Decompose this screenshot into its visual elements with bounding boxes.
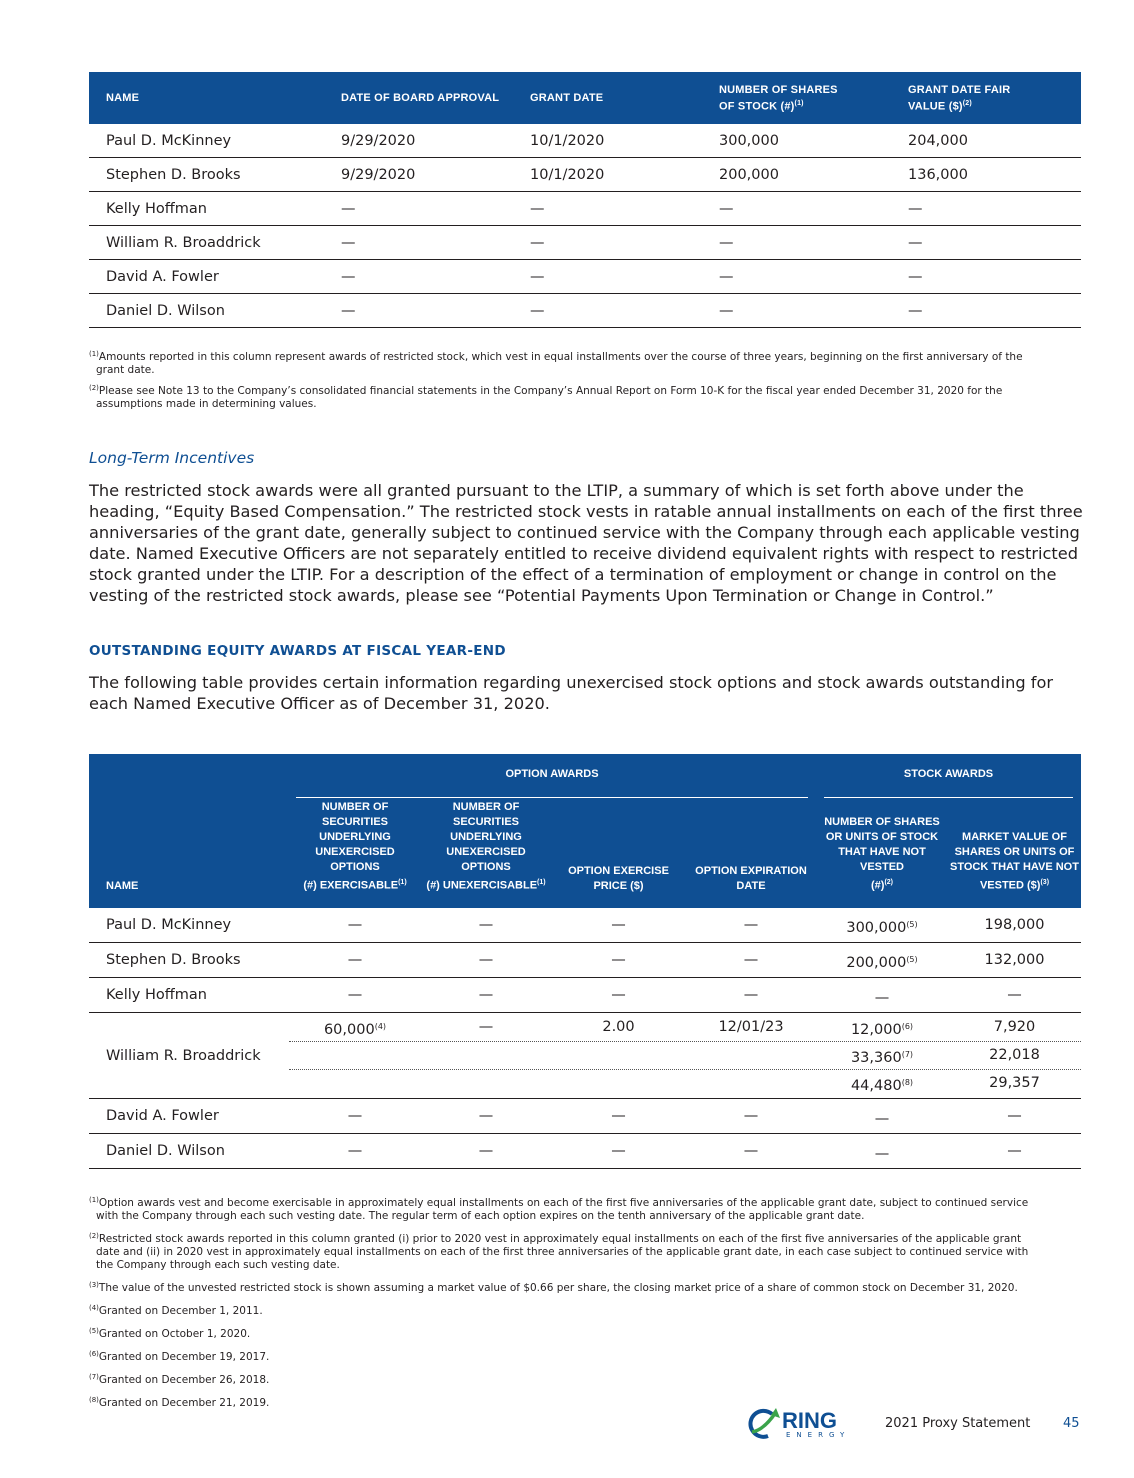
col-name-header: NAME — [106, 92, 140, 104]
table-row — [89, 1099, 1081, 1134]
cell-unexercisable: — — [478, 1019, 494, 1035]
cell-expiration: — — [743, 987, 759, 1003]
cell-units: — — [874, 990, 890, 1006]
ltip-title: Long-Term Incentives — [89, 449, 255, 467]
cell-exercisable: — — [347, 1108, 363, 1124]
cell-name: Stephen D. Brooks — [106, 167, 241, 183]
col-name-header: NAME — [106, 880, 139, 892]
logo-subtext: ENERGY — [786, 1431, 851, 1439]
cell-expiration: — — [743, 1143, 759, 1159]
cell-exercise-price: — — [611, 952, 626, 968]
cell-market-value: 22,018 — [989, 1047, 1040, 1063]
cell-exercisable: 60,000$^{(4)}$ — [323, 1022, 387, 1038]
grants-table-body — [89, 124, 1081, 328]
paragraph-line: stock granted under the LTIP. For a description of the effect of a termination of employment or change in control on the — [89, 565, 1057, 584]
cell-shares: 300,000 — [719, 133, 779, 149]
col-expiration-header: OPTION EXPIRATION DATE — [695, 865, 807, 892]
broaddrick-subrow-2 — [89, 1041, 1081, 1069]
cell-exercise-price: — — [611, 1108, 626, 1124]
cell-name: Stephen D. Brooks — [106, 952, 241, 968]
cell-board-approval: — — [341, 235, 356, 251]
cell-exercisable: — — [347, 917, 363, 933]
table-row — [89, 260, 1081, 294]
cell-units: — — [874, 1111, 890, 1127]
footnote: $^{(5)}$Granted on October 1, 2020. — [89, 1327, 251, 1340]
col-grant-date-header: GRANT DATE — [530, 92, 604, 104]
cell-expiration: — — [743, 952, 759, 968]
cell-units: 200,000$^{(5)}$ — [846, 955, 918, 971]
outstanding-table-body-bottom — [89, 1099, 1081, 1169]
footnote: $^{(7)}$Granted on December 26, 2018. — [89, 1373, 270, 1386]
cell-grant-date: — — [530, 235, 545, 251]
option-awards-underline — [296, 797, 808, 798]
grants-table — [89, 72, 1081, 328]
cell-market-value: — — [1007, 1143, 1022, 1159]
table-row — [89, 124, 1081, 158]
paragraph-line: anniversaries of the grant date, generally subject to continued service with the Company through each applicable vesting — [89, 523, 1080, 542]
cell-exercise-price: — — [611, 1143, 626, 1159]
cell-fair-value: 204,000 — [908, 133, 968, 149]
outstanding-awards-table — [89, 754, 1081, 1169]
grants-footnote-2: $^{(2)}$Please see Note 13 to the Company’s consolidated financial statements in the Company’s Annual Report on Form 10-K for the fiscal year ended December 31, 2020 for the assumptions made in determining values. — [89, 384, 1003, 410]
cell-name: Kelly Hoffman — [106, 987, 207, 1003]
cell-shares: — — [719, 235, 734, 251]
cell-fair-value: — — [908, 235, 923, 251]
grants-table-header — [89, 72, 1081, 124]
paragraph-line: date. Named Executive Officers are not separately entitled to receive dividend equivalent rights with respect to restricted — [89, 544, 1079, 563]
cell-grant-date: — — [530, 201, 545, 217]
cell-unexercisable: — — [478, 1143, 494, 1159]
cell-expiration: 12/01/23 — [718, 1019, 784, 1035]
cell-exercise-price: — — [611, 917, 626, 933]
stock-awards-group-header: STOCK AWARDS — [903, 768, 994, 780]
cell-units: — — [874, 1146, 890, 1162]
paragraph-line: The restricted stock awards were all granted pursuant to the LTIP, a summary of which is set forth above under the — [89, 481, 1024, 500]
broaddrick-row-group — [89, 1013, 1081, 1099]
footnote: $^{(3)}$The value of the unvested restricted stock is shown assuming a market value of $0.66 per share, the closing market price of a share of common stock on December 31, 2020. — [89, 1281, 1018, 1294]
col-market-value-header: MARKET VALUE OF SHARES OR UNITS OF STOCK THAT HAVE NOT VESTED ($)$^{(3)}$ — [950, 831, 1079, 892]
cell-expiration: — — [743, 917, 759, 933]
cell-name: Paul D. McKinney — [106, 917, 232, 933]
cell-fair-value: — — [908, 303, 923, 319]
broaddrick-subrow-3 — [89, 1069, 1081, 1097]
grants-footnote-1: $^{(1)}$Amounts reported in this column represent awards of restricted stock, which vest in equal installments over the course of three years, beginning on the first anniversary of the grant date. — [89, 350, 1023, 376]
cell-exercisable: — — [347, 987, 363, 1003]
cell-unexercisable: — — [478, 917, 494, 933]
cell-unexercisable: — — [478, 1108, 494, 1124]
cell-name: Paul D. McKinney — [106, 133, 232, 149]
table-row — [89, 294, 1081, 328]
cell-board-approval: 9/29/2020 — [341, 167, 416, 183]
cell-unexercisable: — — [478, 987, 494, 1003]
cell-market-value: 198,000 — [984, 917, 1045, 933]
ring-energy-logo — [742, 1406, 858, 1442]
outstanding-footnotes — [89, 1194, 1089, 1417]
footnote: $^{(8)}$Granted on December 21, 2019. — [89, 1396, 270, 1409]
paragraph-line: heading, “Equity Based Compensation.” The restricted stock vests in ratable annual installments on each of the first three — [89, 502, 1083, 521]
col-board-approval-header: DATE OF BOARD APPROVAL — [341, 92, 500, 104]
cell-grant-date: — — [530, 269, 545, 285]
cell-board-approval: — — [341, 201, 356, 217]
svg-text:RING: RING — [782, 1408, 837, 1433]
outstanding-table-header — [89, 754, 1081, 908]
cell-exercisable: — — [347, 952, 363, 968]
footnote: $^{(4)}$Granted on December 1, 2011. — [89, 1304, 263, 1317]
footnote: $^{(2)}$Restricted stock awards reported in this column granted (i) prior to 2020 vest in approximately equal installments on each of the first five anniversaries of the applicable grant date and (ii) in 2020 vest in approximately equal installments on each of the first three anniversaries of the applicable grant date, in each case subject to continued service with the Company through each such vesting date. — [89, 1232, 1029, 1271]
paragraph-line: The following table provides certain information regarding unexercised stock options and stock awards outstanding for — [89, 673, 1054, 692]
cell-grant-date: 10/1/2020 — [530, 133, 605, 149]
broaddrick-name: William R. Broaddrick — [106, 1048, 261, 1064]
table-row — [89, 908, 1081, 943]
cell-market-value: 29,357 — [989, 1075, 1040, 1091]
cell-expiration: — — [743, 1108, 759, 1124]
cell-units: 300,000$^{(5)}$ — [846, 920, 918, 936]
col-unexercisable-header: NUMBER OF SECURITIES UNDERLYING UNEXERCISED OPTIONS (#) UNEXERCISABLE$^{(1)}$ — [426, 801, 546, 892]
page-number: 45 — [1063, 1416, 1080, 1431]
cell-board-approval: — — [341, 269, 356, 285]
ltip-paragraph — [89, 480, 1089, 606]
cell-units: 44,480$^{(8)}$ — [850, 1078, 914, 1094]
cell-board-approval: — — [341, 303, 356, 319]
cell-grant-date: — — [530, 303, 545, 319]
cell-exercise-price: — — [611, 987, 626, 1003]
table-row — [89, 1134, 1081, 1169]
outstanding-paragraph — [89, 672, 1089, 714]
cell-shares: 200,000 — [719, 167, 779, 183]
cell-fair-value: — — [908, 269, 923, 285]
cell-board-approval: 9/29/2020 — [341, 133, 416, 149]
footnote: $^{(6)}$Granted on December 19, 2017. — [89, 1350, 270, 1363]
cell-exercisable: — — [347, 1143, 363, 1159]
footnote: $^{(1)}$Option awards vest and become exercisable in approximately equal installments on each of the first five anniversaries of the applicable grant date, subject to continued service with the Company through each such vesting date. The regular term of each option expires on the tenth anniversary of the applicable grant date. — [89, 1196, 1029, 1222]
cell-shares: — — [719, 303, 734, 319]
table-row — [89, 192, 1081, 226]
col-units-not-vested-header: NUMBER OF SHARES OR UNITS OF STOCK THAT HAVE NOT VESTED (#)$^{(2)}$ — [824, 816, 940, 892]
cell-fair-value: — — [908, 201, 923, 217]
cell-market-value: — — [1007, 1108, 1022, 1124]
cell-market-value: 7,920 — [993, 1019, 1036, 1035]
table-row — [89, 978, 1081, 1013]
paragraph-line: each Named Executive Officer as of December 31, 2020. — [89, 694, 550, 713]
doc-title: 2021 Proxy Statement — [885, 1416, 1031, 1431]
col-fair-value-header: GRANT DATE FAIR VALUE ($)$^{(2)}$ — [908, 83, 1011, 113]
cell-fair-value: 136,000 — [908, 167, 968, 183]
cell-market-value: — — [1007, 987, 1022, 1003]
cell-unexercisable: — — [478, 952, 494, 968]
cell-units: 33,360$^{(7)}$ — [850, 1050, 914, 1066]
cell-shares: — — [719, 269, 734, 285]
outstanding-heading: OUTSTANDING EQUITY AWARDS AT FISCAL YEAR-END — [89, 643, 506, 659]
cell-grant-date: 10/1/2020 — [530, 167, 605, 183]
cell-name: David A. Fowler — [106, 269, 219, 285]
cell-shares: — — [719, 201, 734, 217]
stock-awards-underline — [824, 797, 1073, 798]
col-exercise-price-header: OPTION EXERCISE PRICE ($) — [568, 865, 669, 892]
option-awards-group-header: OPTION AWARDS — [505, 768, 599, 780]
cell-name: Daniel D. Wilson — [106, 303, 225, 319]
paragraph-line: vesting of the restricted stock awards, please see “Potential Payments Upon Termination or Change in Control.” — [89, 586, 994, 605]
cell-units: 12,000$^{(6)}$ — [850, 1022, 914, 1038]
cell-name: David A. Fowler — [106, 1108, 219, 1124]
cell-name: William R. Broaddrick — [106, 235, 261, 251]
outstanding-table-body-top — [89, 908, 1081, 1013]
cell-market-value: 132,000 — [984, 952, 1045, 968]
cell-exercise-price: 2.00 — [602, 1019, 635, 1035]
table-row — [89, 226, 1081, 260]
col-shares-header: NUMBER OF SHARES OF STOCK (#)$^{(1)}$ — [719, 83, 838, 113]
col-exercisable-header: NUMBER OF SECURITIES UNDERLYING UNEXERCISED OPTIONS (#) EXERCISABLE$^{(1)}$ — [303, 801, 407, 892]
broaddrick-subrow-1 — [89, 1013, 1081, 1041]
cell-name: Kelly Hoffman — [106, 201, 207, 217]
table-row — [89, 943, 1081, 978]
cell-name: Daniel D. Wilson — [106, 1143, 225, 1159]
table-row — [89, 158, 1081, 192]
